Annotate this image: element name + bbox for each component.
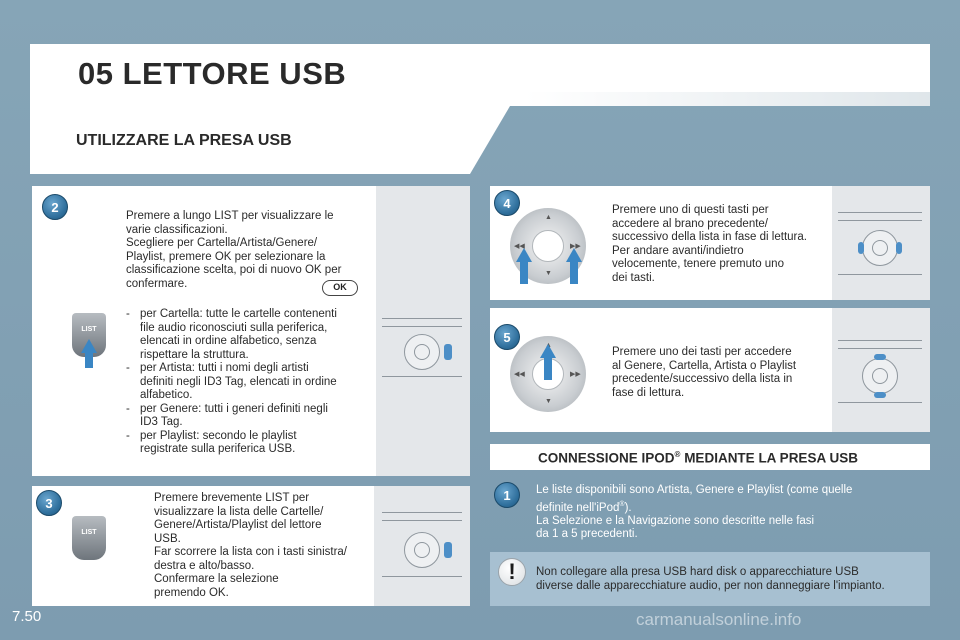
- step2-console-illustration: [382, 310, 462, 390]
- press-arrow-shaft: [520, 262, 528, 284]
- step2-line: Scegliere per Cartella/Artista/Genere/: [126, 237, 318, 249]
- console-line: [838, 220, 922, 221]
- dial-right-icon: ▶▶: [570, 243, 581, 250]
- step5-line: precedente/successivo della lista in: [612, 373, 793, 385]
- step2-line: classificazione scelta, poi di nuovo OK per: [126, 264, 342, 276]
- step3-badge: 3: [36, 490, 62, 516]
- step4-line: Premere uno di questi tasti per: [612, 204, 769, 216]
- bullet-line: ID3 Tag.: [140, 416, 183, 428]
- dial-up-icon: ▲: [545, 342, 552, 349]
- bullet-line: - per Cartella: tutte le cartelle contenenti: [140, 308, 337, 320]
- bullet-line: registrate sulla periferica USB.: [140, 443, 296, 455]
- step5-line: al Genere, Cartella, Artista o Playlist: [612, 359, 797, 372]
- step3-line: visualizzare la lista delle Cartelle/: [154, 505, 324, 518]
- console-line: [838, 402, 922, 403]
- step2-badge: 2: [42, 194, 68, 220]
- step2-line: Premere a lungo LIST per visualizzare le: [126, 210, 334, 222]
- step4-line: accedere al brano precedente/: [612, 217, 768, 230]
- console-knob-icon: [872, 368, 888, 384]
- step5-line: fase di lettura.: [612, 386, 685, 399]
- list-button-icon: LIST: [72, 313, 106, 357]
- warning-text: [536, 566, 926, 593]
- bullet-line: - per Playlist: secondo le playlist: [140, 429, 297, 442]
- console-highlight: [444, 344, 452, 360]
- step2-bullets: [126, 308, 372, 457]
- step3-line: Far scorrere la lista con i tasti sinistra/: [154, 546, 348, 558]
- warning-line: diverse dalle apparecchiature audio, per non danneggiare l'impianto.: [536, 579, 885, 592]
- connection-title: [538, 450, 858, 466]
- step4-line: velocemente, tenere premuto uno: [612, 258, 784, 270]
- step3-console-illustration: [382, 506, 462, 586]
- step3-line: Confermare la selezione: [154, 573, 279, 585]
- step2-line: confermare.: [126, 277, 188, 290]
- step4-console-illustration: [838, 208, 922, 284]
- dial-center: [532, 230, 564, 262]
- console-line: [382, 512, 462, 513]
- dial-right-icon: ▶▶: [570, 371, 581, 378]
- step4-line: successivo della lista in fase di lettura.: [612, 231, 807, 243]
- step2-line: Playlist, premere OK per selezionare la: [126, 250, 326, 263]
- press-arrow-shaft: [570, 262, 578, 284]
- bullet-playlist: [126, 430, 372, 457]
- dial-left-icon: ◀◀: [514, 371, 525, 378]
- bullet-line: file audio riconosciuti sulla periferica,: [140, 321, 328, 334]
- console-knob-icon: [872, 240, 888, 256]
- connection-line-part: ).: [624, 501, 632, 514]
- console-highlight: [896, 242, 902, 254]
- connection-badge: 1: [494, 482, 520, 508]
- press-arrow-icon: [566, 248, 582, 262]
- console-line: [382, 520, 462, 521]
- connection-line: Le liste disponibili sono Artista, Genere e Playlist (come quelle: [536, 484, 853, 496]
- console-highlight: [874, 354, 886, 360]
- step4-badge: 4: [494, 190, 520, 216]
- console-line: [838, 212, 922, 213]
- console-knob-icon: [414, 542, 430, 558]
- dial-up-icon: ▲: [545, 214, 552, 221]
- bullet-line: alfabetico.: [140, 389, 193, 401]
- dial-left-icon: ◀◀: [514, 243, 525, 250]
- console-line: [838, 340, 922, 341]
- step3-text: [154, 492, 370, 600]
- bullet-line: definiti negli ID3 Tag, elencati in ordine: [140, 375, 337, 388]
- step3-line: Genere/Artista/Playlist del lettore: [154, 519, 322, 531]
- press-arrow-icon: [540, 344, 556, 358]
- bullet-folder: [126, 308, 372, 362]
- page-title: 05 LETTORE USB: [78, 56, 347, 91]
- connection-line: [536, 498, 916, 515]
- step2-line: varie classificazioni.: [126, 223, 228, 236]
- connection-line: La Selezione e la Navigazione sono descritte nelle fasi: [536, 514, 815, 527]
- step3-line: premendo OK.: [154, 586, 229, 599]
- step5-line: Premere uno dei tasti per accedere: [612, 346, 792, 358]
- console-line: [838, 274, 922, 275]
- registered-mark: ®: [674, 450, 681, 459]
- step5-text: [612, 346, 832, 400]
- console-line: [382, 376, 462, 377]
- step4-line: dei tasti.: [612, 271, 655, 284]
- connection-text: [536, 484, 916, 542]
- dial-down-icon: ▼: [545, 270, 552, 277]
- bullet-genre: [126, 403, 372, 430]
- connection-title-main: CONNESSIONE IPOD: [538, 450, 675, 466]
- step3-line: USB.: [154, 532, 181, 545]
- bullet-line: - per Genere: tutti i generi definiti negli: [140, 402, 328, 415]
- bullet-artist: [126, 362, 372, 403]
- step5-console-illustration: [838, 336, 922, 412]
- bullet-line: elencati in ordine alfabetico, senza: [140, 335, 317, 347]
- step4-text: [612, 204, 832, 285]
- step4-line: Per andare avanti/indietro: [612, 244, 744, 257]
- warning-icon: !: [498, 558, 526, 586]
- step5-badge: 5: [494, 324, 520, 350]
- console-line: [382, 326, 462, 327]
- warning-line: Non collegare alla presa USB hard disk o apparecchiature USB: [536, 566, 859, 578]
- step3-line: Premere brevemente LIST per: [154, 492, 310, 504]
- step3-line: destra e alto/basso.: [154, 559, 255, 572]
- connection-title-rest: MEDIANTE LA PRESA USB: [680, 450, 858, 466]
- registered-mark: ®: [619, 500, 625, 508]
- console-highlight: [874, 392, 886, 398]
- dial-down-icon: ▼: [545, 398, 552, 405]
- console-highlight: [444, 542, 452, 558]
- press-arrow-shaft: [544, 358, 552, 380]
- console-line: [382, 576, 462, 577]
- console-line: [382, 318, 462, 319]
- list-button-icon: LIST: [72, 516, 106, 560]
- bullet-line: - per Artista: tutti i nomi degli artisti: [140, 362, 309, 374]
- console-knob-icon: [414, 344, 430, 360]
- connection-line: da 1 a 5 precedenti.: [536, 528, 638, 541]
- press-arrow-shaft: [85, 352, 93, 368]
- press-arrow-icon: [81, 339, 97, 353]
- console-line: [838, 348, 922, 349]
- section-title: UTILIZZARE LA PRESA USB: [76, 132, 292, 149]
- ok-button-icon: OK: [322, 280, 358, 296]
- page-number: 7.50: [12, 608, 42, 625]
- subtitle-slant: [470, 106, 510, 174]
- connection-line-part: definite nell'iPod: [536, 501, 620, 514]
- step2-text: [126, 210, 372, 291]
- press-arrow-icon: [516, 248, 532, 262]
- watermark: carmanualsonline.info: [636, 610, 802, 629]
- console-highlight: [858, 242, 864, 254]
- bullet-line: rispettare la struttura.: [140, 348, 249, 361]
